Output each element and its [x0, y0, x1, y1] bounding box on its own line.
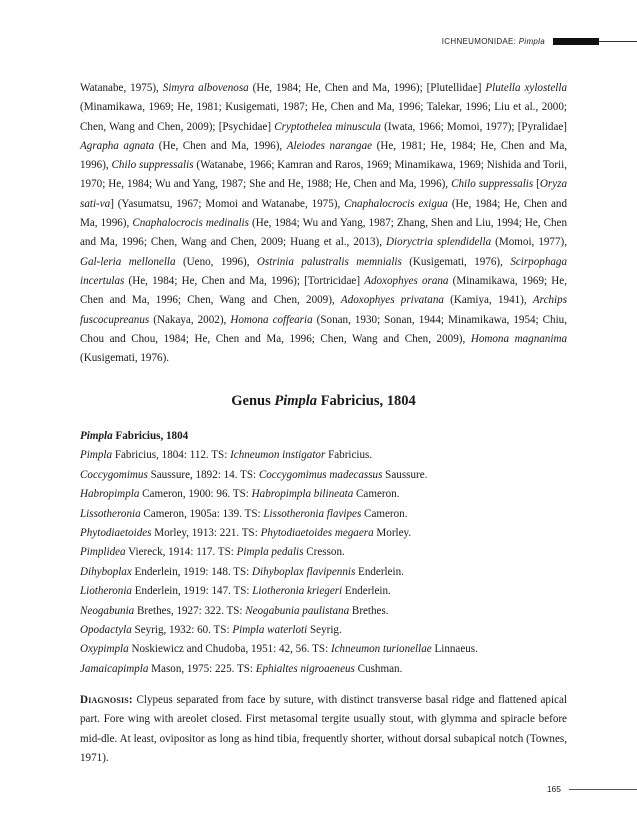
synonym-taxon: Ichneumon instigator [230, 449, 326, 462]
synonym-entry [80, 640, 567, 659]
synonym-entry [80, 524, 567, 543]
host-record-taxon: Cryptothelea minuscula [274, 120, 381, 133]
running-head-bar [553, 38, 599, 45]
synonym-taxon: Habropimpla [80, 488, 140, 501]
synonym-taxon: Ephialtes nigroaeneus [255, 662, 355, 675]
genus-heading-text: Genus [231, 393, 275, 409]
synonym-taxon: Dihyboplax [80, 565, 132, 578]
synonym-taxon: Liotheronia [80, 585, 132, 598]
running-head-genus: Pimpla [518, 36, 545, 46]
synonym-text: Brethes, 1927: 322. TS: [134, 604, 246, 617]
synonym-entry [80, 621, 567, 640]
host-record-taxon: Plutella xylostella [485, 82, 567, 94]
synonym-taxon: Habropimpla bilineata [251, 488, 354, 501]
synonym-taxon: Pimpla pedalis [236, 546, 304, 559]
synonym-taxon: Phytodiaetoides [80, 527, 152, 540]
synonym-text: Noskiewicz and Chudoba, 1951: 42, 56. TS: [128, 643, 331, 656]
synonym-text: Enderlein. [342, 585, 391, 598]
synonym-entry [80, 582, 567, 601]
host-record-text: Watanabe, 1975), [80, 82, 163, 94]
synonym-taxon: Ichneumon turionellae [330, 643, 432, 656]
synonym-entry [80, 602, 567, 621]
synonym-text: Seyrig, 1932: 60. TS: [131, 624, 233, 637]
host-record-text: (Minamikawa, 1969; He, Chen and Ma, 1996; Chen, Wang and Chen, 2009), [80, 274, 567, 307]
synonym-text: Linnaeus. [431, 643, 478, 656]
synonym-taxon: Opodactyla [80, 624, 132, 637]
synonym-entry [80, 446, 567, 465]
synonym-text: Morley. [373, 527, 412, 540]
synonym-text: Seyrig. [307, 624, 342, 637]
host-record-text: [ [533, 178, 540, 191]
host-record-taxon: Cnaphalocrocis medinalis [132, 217, 249, 230]
synonym-text: Cameron, 1900: 96. TS: [139, 488, 252, 501]
synonym-text: Fabricius. [325, 449, 373, 462]
synonym-text: Cresson. [303, 546, 345, 559]
host-record-taxon: Ostrinia palustralis memnialis [256, 255, 402, 268]
synonym-text: Saussure. [382, 468, 428, 481]
host-record-taxon: Agraphа agnata [80, 139, 155, 152]
synonym-taxon: Pimpla waterloti [232, 624, 308, 637]
host-record-text: (Momoi, 1977), [491, 236, 567, 249]
diagnosis-label: Diagnosis: [80, 694, 133, 706]
page-number: 165 [546, 784, 561, 794]
host-record-text: (He, 1981; He, 1984; He, Chen and Ma, 1996), [80, 139, 568, 172]
running-head-text [442, 37, 545, 46]
host-record-taxon: Chilo suppressalis [111, 159, 194, 172]
synonym-taxon: Pimpla [80, 449, 113, 462]
synonym-taxon: Coccygomimus [80, 468, 148, 481]
synonym-text: Enderlein, 1919: 147. TS: [131, 585, 253, 598]
synonym-taxon: Liotheronia kriegeri [252, 585, 343, 598]
synonym-text: Cameron, 1905a: 139. TS: [140, 507, 264, 520]
running-head-rule [599, 41, 637, 42]
host-record-text: (He, 1984; He, Chen and Ma, 1996); [Tortricidae] [124, 274, 365, 287]
synonymy-title [80, 427, 567, 446]
synonym-text: Fabricius, 1804: 112. TS: [112, 449, 231, 462]
host-record-text: (Kusigemati, 1976). [80, 352, 170, 365]
host-record-taxon: Adoxophyes privatana [340, 294, 444, 307]
host-record-text: (He, Chen and Ma, 1996), [154, 139, 287, 152]
host-record-taxon: Homona magnanima [470, 332, 567, 345]
host-record-taxon: Aleiodes narangae [286, 139, 373, 152]
page-footer [547, 784, 637, 794]
synonym-taxon: Lissotheronia [80, 507, 141, 520]
synonym-taxon: Neogabunia paulistana [245, 604, 350, 617]
host-record-text: (He, 1984; He, Chen and Ma, 1996); [Plutellidae] [248, 82, 486, 94]
synonym-taxon: Oxypimpla [80, 643, 129, 656]
running-head [442, 36, 637, 46]
host-record-text: (Nakaya, 2002), [149, 313, 231, 326]
synonym-entry [80, 660, 567, 679]
synonym-taxon: Phytodiaetoides megaera [260, 527, 374, 540]
host-record-text: (Kamiya, 1941), [443, 294, 533, 307]
synonym-text: Enderlein. [355, 565, 404, 578]
synonym-taxon: Neogabunia [80, 604, 135, 617]
synonym-text: Mason, 1975: 225. TS: [148, 662, 256, 675]
synonym-entry [80, 485, 567, 504]
host-record-taxon: Cnaphalocrocis exigua [344, 197, 448, 210]
synonym-text: Fabricius, 1804 [112, 430, 189, 442]
host-record-text: (He, 1984; He, Chen and Ma, 1996), [80, 197, 568, 230]
running-head-family: ICHNEUMONIDAE: [441, 36, 519, 46]
host-record-text: (Minamikawa, 1969; He, 1981; Kusigemati, 1987; He, Chen and Ma, 1996; Talekar, 1996; Liu et al., 2000; Chen, Wang and Chen, 2009); [Psychidae] [80, 101, 567, 133]
diagnosis-paragraph [80, 691, 567, 768]
host-record-text: (Iwata, 1966; Momoi, 1977); [Pyralidae] [380, 120, 567, 133]
host-record-text: (Watanabe, 1966; Kamran and Raros, 1969; Minamikawa, 1969; Nishida and Torii, 1970; He, 1984; Wu and Yang, 1987; She and He, 1988; He, Chen and Ma, 1996), [80, 159, 567, 191]
host-record-taxon: Homona coffearia [230, 313, 313, 326]
host-record-taxon: Archips fuscocupreanus [80, 294, 568, 326]
synonymy-list [80, 427, 567, 679]
synonym-text: Enderlein, 1919: 148. TS: [131, 565, 253, 578]
host-list-paragraph [80, 79, 567, 368]
footer-rule [569, 789, 637, 790]
host-record-taxon: Gal-leria mellonella [80, 255, 176, 268]
genus-heading-taxon: Pimpla [274, 393, 318, 409]
host-record-taxon: Oryza sati-va [80, 178, 568, 210]
genus-heading [80, 393, 567, 410]
synonym-taxon: Lissotheronia flavipes [263, 507, 362, 520]
synonym-taxon: Dihyboplax flavipennis [252, 565, 356, 578]
host-record-text: (Kusigemati, 1976), [401, 255, 511, 268]
host-record-taxon: Dioryctria splendidella [386, 236, 492, 249]
synonym-text: Cameron. [361, 507, 408, 520]
synonym-text: Morley, 1913: 221. TS: [151, 527, 261, 540]
genus-heading-text: Fabricius, 1804 [317, 393, 416, 409]
synonym-text: Cameron. [353, 488, 400, 501]
synonym-taxon: Pimpla [80, 430, 113, 442]
synonym-text: Cushman. [354, 662, 403, 675]
host-record-taxon: Simyra albovenosa [162, 82, 249, 94]
synonym-entry [80, 505, 567, 524]
host-record-text: (He, 1984; Wu and Yang, 1987; Zhang, Shen and Liu, 1994; He, Chen and Ma, 1996; Chen, Wang and Chen, 2009; Huang et al., 2013), [80, 217, 568, 249]
synonym-entry [80, 466, 567, 485]
synonym-text: Brethes. [349, 604, 389, 617]
host-record-text: (Ueno, 1996), [175, 255, 257, 268]
host-record-text: ] (Yasumatsu, 1967; Momoi and Watanabe, 1975), [110, 197, 345, 210]
host-record-text: (Sonan, 1930; Sonan, 1944; Minamikawa, 1954; Chiu, Chou and Chou, 1984; He, Chen and Ma, 1996; Chen, Wang and Chen, 2009), [80, 313, 567, 345]
host-record-taxon: Scirpophaga incertulas [80, 255, 568, 287]
synonym-text: Saussure, 1892: 14. TS: [147, 468, 259, 481]
synonym-entry [80, 563, 567, 582]
synonym-taxon: Pimplidea [80, 546, 126, 559]
synonym-entry [80, 543, 567, 562]
synonym-taxon: Jamaicapimpla [80, 662, 149, 675]
host-record-taxon: Adoxophyes orana [364, 274, 449, 287]
synonym-taxon: Coccygomimus madecassus [258, 468, 383, 481]
diagnosis-text: Clypeus separated from face by suture, with distinct transverse basal ridge and flattened apical part. Fore wing with areolet closed. First metasomal tergite usually stout, with glymma and spiracle before mid-dle. At least, ovipositor as long as hind tibia, frequently shorter, without dorsal subapical notch (Townes, 1971). [80, 694, 567, 764]
synonym-text: Viereck, 1914: 117. TS: [125, 546, 237, 559]
host-record-taxon: Chilo suppressalis [451, 178, 534, 191]
